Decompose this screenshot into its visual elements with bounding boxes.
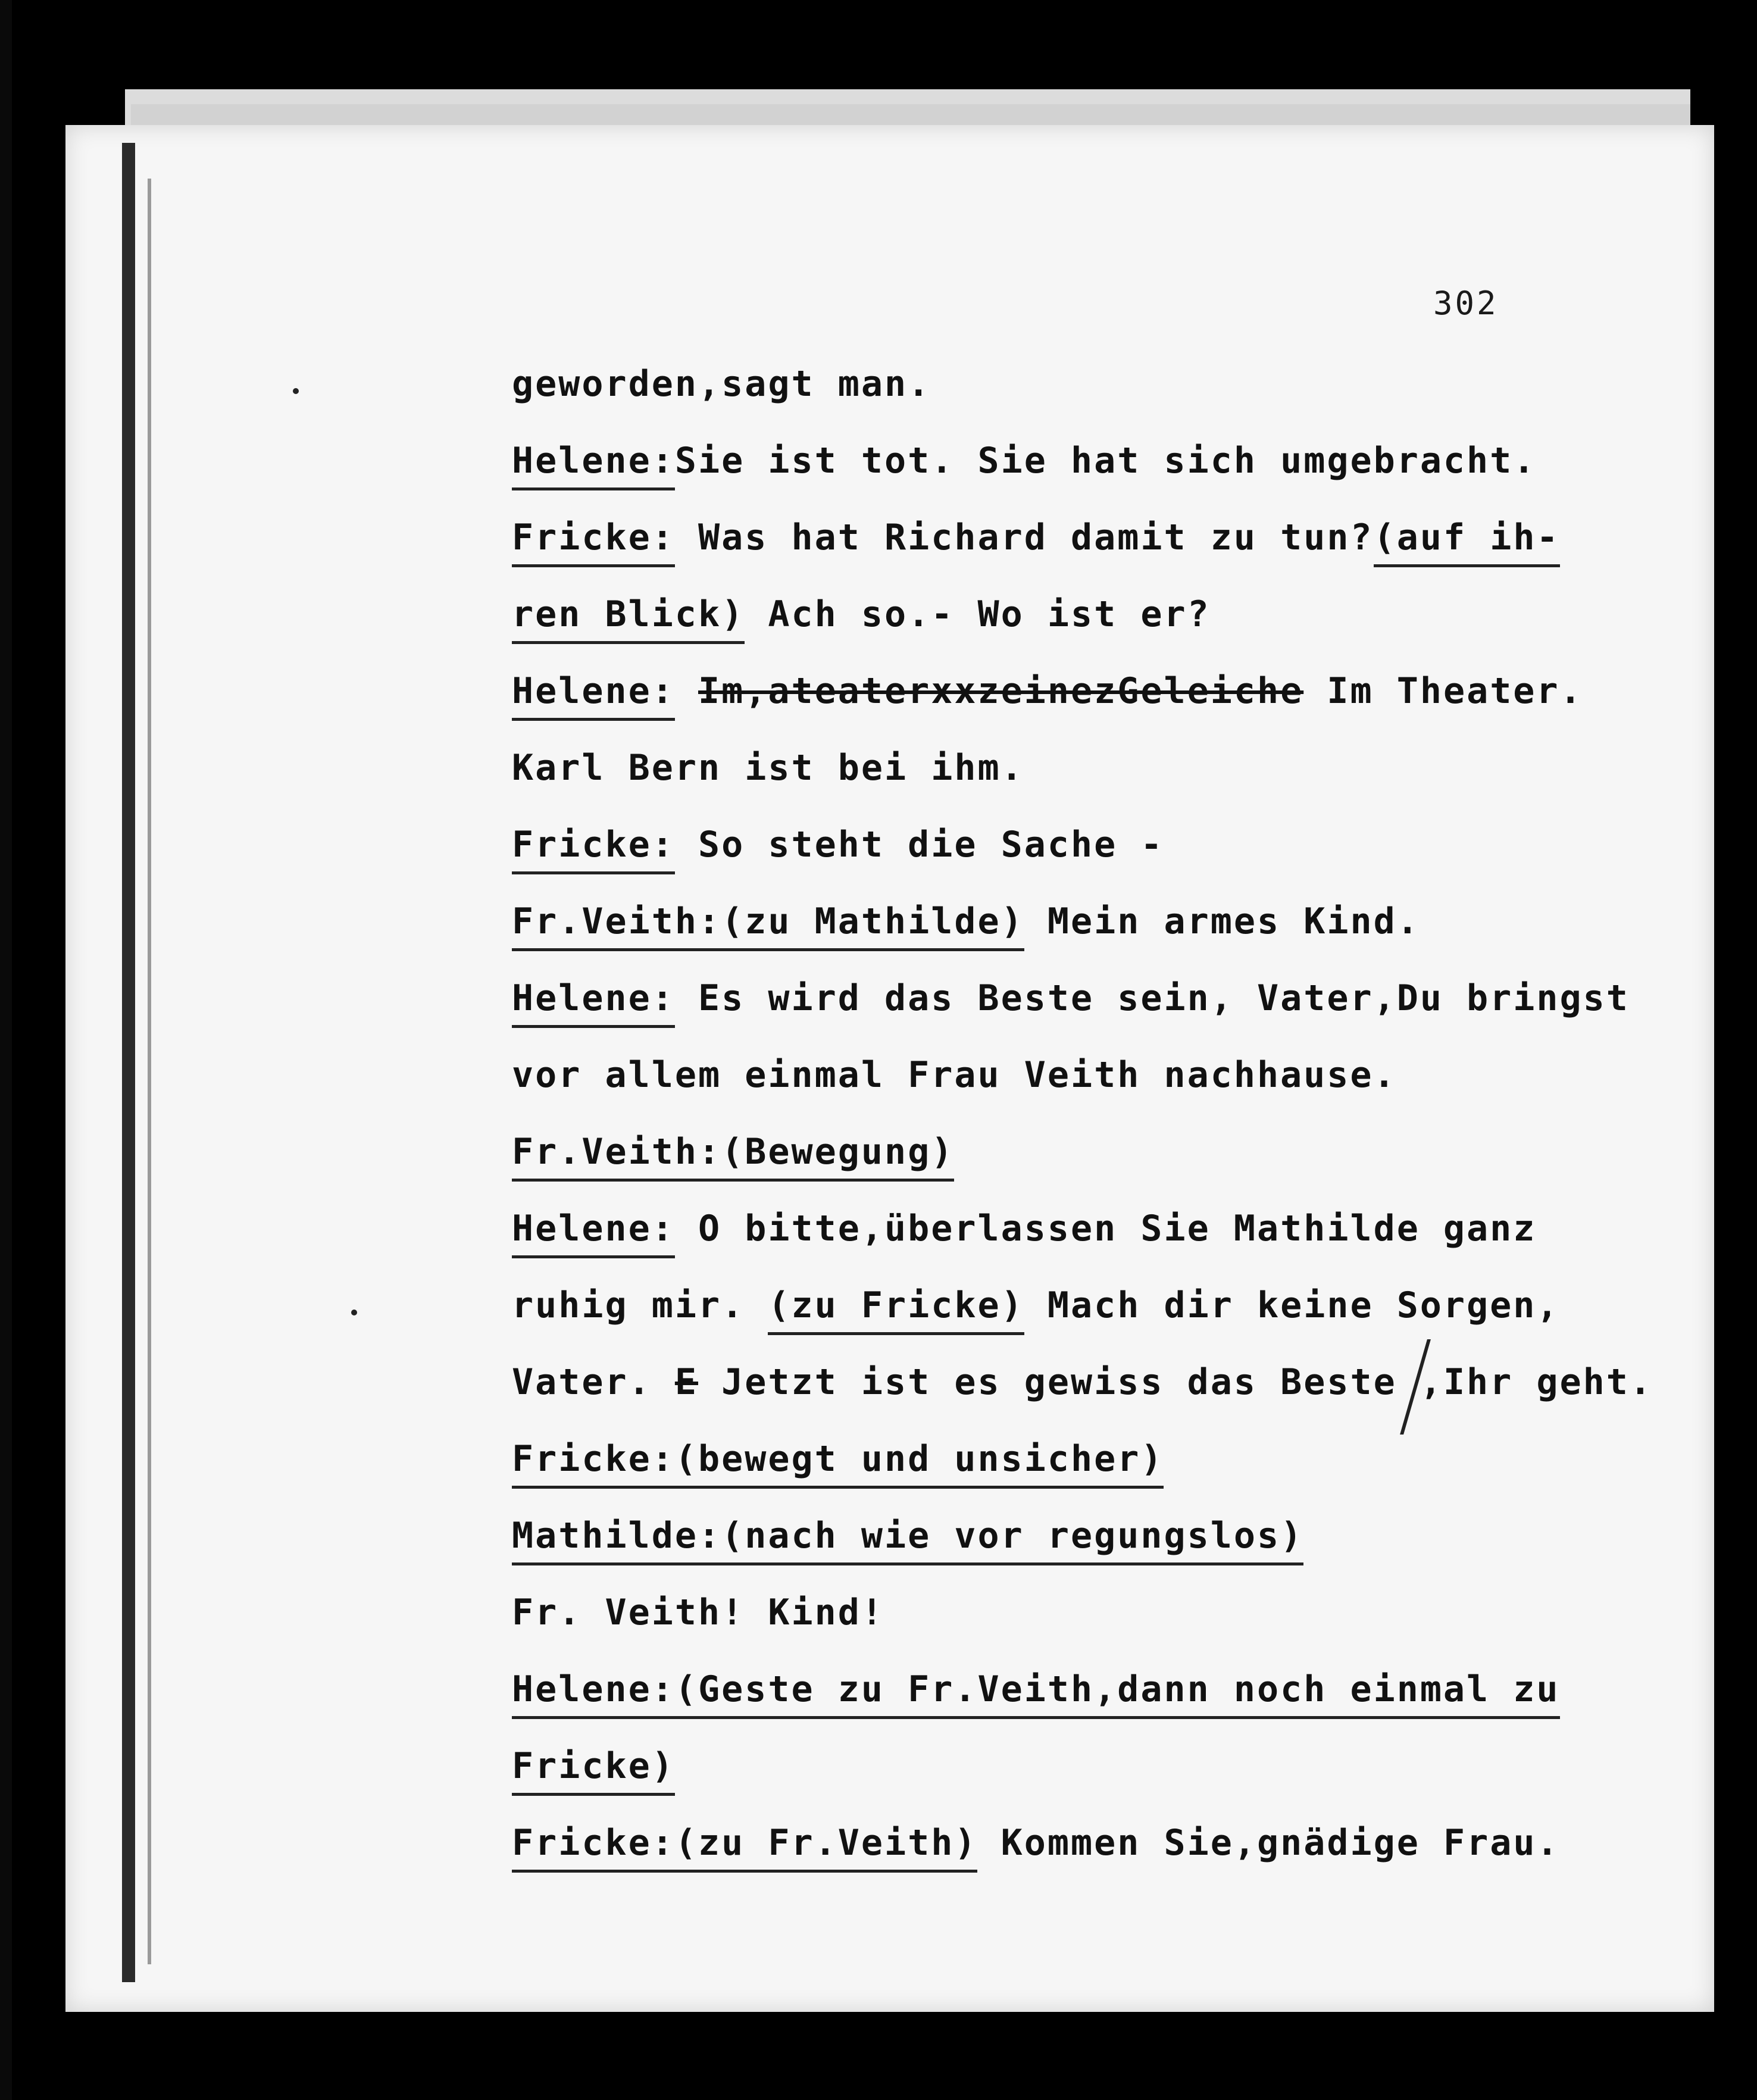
underlined-text: Helene:	[512, 1208, 675, 1258]
text-line	[512, 588, 1690, 664]
underlined-text: Fricke:	[512, 1822, 675, 1873]
text-line	[512, 895, 1690, 971]
margin-mark	[293, 388, 299, 394]
line-text	[675, 670, 698, 712]
film-edge	[0, 0, 12, 2100]
line-text: Sie ist tot. Sie hat sich umgebracht.	[674, 440, 1537, 482]
line-text: Mein armes Kind.	[1024, 901, 1420, 942]
line-text: Jetzt ist es gewiss das Beste ,Ihr geht.	[698, 1361, 1653, 1403]
text-line	[512, 1355, 1690, 1432]
line-text: Was hat Richard damit zu tun?	[674, 517, 1374, 558]
text-line	[512, 1509, 1690, 1586]
line-text: O bitte,überlassen Sie Mathilde ganz	[674, 1208, 1537, 1249]
underlined-text: (zu Mathilde)	[721, 901, 1024, 951]
line-text: Fr. Veith! Kind!	[512, 1592, 884, 1633]
text-line	[512, 1048, 1690, 1125]
text-line	[512, 434, 1690, 511]
underlined-text: (bewegt und unsicher)	[675, 1438, 1164, 1489]
underlined-text: Helene:	[512, 977, 675, 1028]
text-line	[512, 1432, 1690, 1509]
typed-text-block	[512, 357, 1690, 1893]
underlined-text: (auf ih-	[1374, 517, 1560, 567]
line-text: Karl Bern ist bei ihm.	[512, 747, 1024, 789]
underlined-text: Fricke:	[512, 824, 675, 874]
underlined-text: (Bewegung)	[721, 1131, 954, 1182]
line-text: Kommen Sie,gnädige Frau.	[977, 1822, 1560, 1864]
line-text: Vater.	[512, 1361, 675, 1403]
text-line	[512, 1125, 1690, 1202]
page-binding-shadow	[148, 179, 151, 1964]
underlined-text: (zu Fr.Veith)	[675, 1822, 978, 1873]
text-line	[512, 741, 1690, 818]
page-number: 302	[1433, 285, 1499, 322]
text-line	[512, 1816, 1690, 1893]
struck-text: Im,ateaterxxzeinezGeleiche	[698, 670, 1304, 712]
text-line	[512, 1279, 1690, 1355]
text-line	[512, 511, 1690, 588]
page-binding-edge	[122, 143, 135, 1982]
underlined-text: Fricke:	[512, 1438, 675, 1489]
text-line	[512, 664, 1690, 741]
underlined-text: (Geste zu Fr.Veith,dann noch einmal zu	[675, 1668, 1560, 1719]
underlined-text: Fr.Veith:	[512, 1131, 721, 1182]
underlined-text: ren Blick)	[512, 593, 745, 644]
line-text: vor allem einmal Frau Veith nachhause.	[512, 1054, 1397, 1096]
text-line	[512, 1202, 1690, 1279]
text-line	[512, 1586, 1690, 1662]
underlined-text: Mathilde:	[512, 1515, 721, 1565]
underlined-text: (zu Fricke)	[768, 1285, 1024, 1335]
underlined-text: Fr.Veith:	[512, 901, 721, 951]
underlined-text: Helene:	[512, 1668, 675, 1719]
underlined-text: Fricke)	[512, 1745, 675, 1796]
text-line	[512, 357, 1690, 434]
margin-mark	[351, 1310, 357, 1315]
line-text: ruhig mir.	[512, 1285, 768, 1326]
struck-text: E	[674, 1361, 698, 1403]
line-text: Mach dir keine Sorgen,	[1024, 1285, 1560, 1326]
text-line	[512, 1739, 1690, 1816]
text-line	[512, 1662, 1690, 1739]
line-text: Im Theater.	[1303, 670, 1583, 712]
underlined-text: Helene:	[512, 670, 675, 721]
underlined-text: Helene:	[512, 440, 675, 490]
line-text: Es wird das Beste sein, Vater,Du bringst	[674, 977, 1630, 1019]
line-text: geworden,sagt man.	[512, 363, 931, 405]
underlined-text: Fricke:	[512, 517, 675, 567]
text-line	[512, 818, 1690, 895]
underlined-text: (nach wie vor regungslos)	[721, 1515, 1303, 1565]
text-line	[512, 971, 1690, 1048]
line-text: So steht die Sache -	[674, 824, 1164, 865]
line-text: Ach so.- Wo ist er?	[745, 593, 1211, 635]
